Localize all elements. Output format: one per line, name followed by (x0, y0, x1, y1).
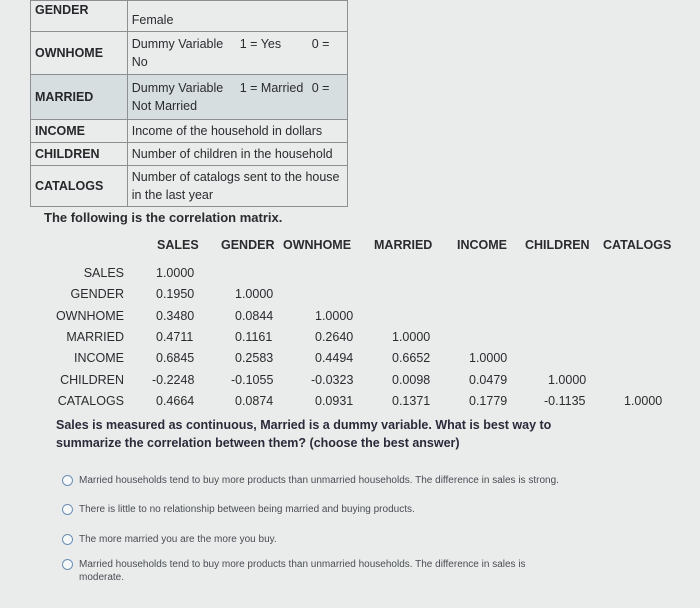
variable-name: GENDER (31, 1, 128, 32)
matrix-cell: -0.0323 (311, 373, 354, 387)
matrix-row-label: CHILDREN (60, 373, 124, 387)
matrix-cell: 1.0000 (624, 394, 663, 408)
matrix-cell: -0.1135 (544, 394, 586, 408)
variable-meaning: Income of the household in dollars (127, 120, 347, 143)
matrix-cell: 1.0000 (548, 373, 587, 387)
matrix-column-header: INCOME (457, 238, 507, 252)
matrix-row-label: CATALOGS (57, 394, 124, 408)
variable-row (31, 120, 348, 143)
matrix-cell: 0.0874 (235, 394, 274, 408)
matrix-cell: 1.0000 (315, 309, 354, 323)
matrix-cell: 0.0844 (235, 309, 274, 323)
variable-meaning (127, 75, 347, 120)
variable-row (31, 166, 348, 207)
matrix-cell: 0.0098 (392, 373, 431, 387)
option-label: There is little to no relationship between being married and buying products. (79, 504, 415, 515)
matrix-column-header: SALES (157, 238, 199, 252)
variable-definitions-table (30, 0, 348, 207)
variable-name: OWNHOME (31, 32, 128, 75)
code-one: 1 = Yes (239, 37, 282, 51)
radio-button[interactable] (62, 559, 73, 570)
option-label: The more married you are the more you buy. (79, 534, 277, 545)
variable-meaning: Number of catalogs sent to the house in the last year (127, 166, 347, 207)
matrix-column-header: GENDER (221, 238, 275, 252)
code-zero: 0 = (311, 81, 330, 95)
answer-option[interactable] (62, 474, 582, 487)
variable-name: INCOME (31, 120, 128, 143)
matrix-row-label: INCOME (74, 351, 124, 365)
matrix-cell: 0.6845 (156, 351, 195, 365)
matrix-cell: 1.0000 (156, 266, 195, 280)
matrix-row-label: SALES (83, 266, 124, 280)
variable-label: Dummy Variable (131, 37, 224, 51)
matrix-row-label: OWNHOME (55, 309, 124, 323)
variable-row (31, 75, 348, 120)
matrix-cell: 1.0000 (235, 287, 274, 301)
variable-label: Dummy Variable (131, 81, 224, 95)
matrix-cell: 1.0000 (469, 351, 508, 365)
code-zero: 0 = (311, 37, 330, 51)
matrix-cell: 0.4711 (156, 330, 194, 344)
answer-option[interactable] (62, 558, 542, 584)
answer-option[interactable] (62, 533, 582, 546)
variable-row (31, 143, 348, 166)
variable-row (31, 32, 348, 75)
matrix-cell: -0.1055 (231, 373, 274, 387)
matrix-row-label: GENDER (70, 287, 124, 301)
radio-button[interactable] (62, 475, 73, 486)
option-label: Married households tend to buy more products than unmarried households. The difference in sales is strong. (79, 475, 559, 486)
matrix-cell: 0.2583 (235, 351, 274, 365)
option-label: Married households tend to buy more products than unmarried households. The difference in sales is moderate. (79, 559, 526, 583)
code-zero-meaning: No (131, 55, 148, 69)
matrix-cell: 0.1779 (469, 394, 508, 408)
matrix-cell: 0.6652 (392, 351, 431, 365)
matrix-cell: 0.1950 (156, 287, 195, 301)
radio-button[interactable] (62, 504, 73, 515)
matrix-column-header: OWNHOME (283, 238, 352, 252)
matrix-column-header: CATALOGS (603, 238, 672, 252)
variable-meaning (127, 32, 347, 75)
matrix-cell: 0.0931 (315, 394, 354, 408)
matrix-cell: -0.2248 (152, 373, 195, 387)
variable-meaning: Number of children in the household (127, 143, 347, 166)
matrix-cell: 0.4664 (156, 394, 195, 408)
code-zero-meaning: Not Married (131, 99, 198, 113)
matrix-cell: 0.1161 (235, 330, 273, 344)
variable-label: Female (131, 13, 174, 27)
matrix-row-label: MARRIED (66, 330, 124, 344)
question-text: Sales is measured as continuous, Married is a dummy variable. What is best way to summarize the correlation between them? (choose the best answer) (56, 418, 552, 450)
matrix-cell: 0.3480 (156, 309, 195, 323)
matrix-cell: 0.0479 (469, 373, 508, 387)
matrix-column-header: CHILDREN (525, 238, 590, 252)
variable-name: CHILDREN (31, 143, 128, 166)
variable-name: MARRIED (31, 75, 128, 120)
matrix-column-header: MARRIED (374, 238, 433, 252)
code-one: 1 = Married (239, 81, 304, 95)
matrix-cell: 0.2640 (315, 330, 354, 344)
variable-row (31, 1, 348, 32)
variable-meaning (127, 1, 347, 32)
radio-button[interactable] (62, 534, 73, 545)
matrix-cell: 1.0000 (392, 330, 431, 344)
answer-option[interactable] (62, 503, 582, 516)
matrix-heading: The following is the correlation matrix. (44, 210, 283, 225)
matrix-cell: 0.4494 (315, 351, 354, 365)
variable-name: CATALOGS (31, 166, 128, 207)
matrix-cell: 0.1371 (392, 394, 431, 408)
